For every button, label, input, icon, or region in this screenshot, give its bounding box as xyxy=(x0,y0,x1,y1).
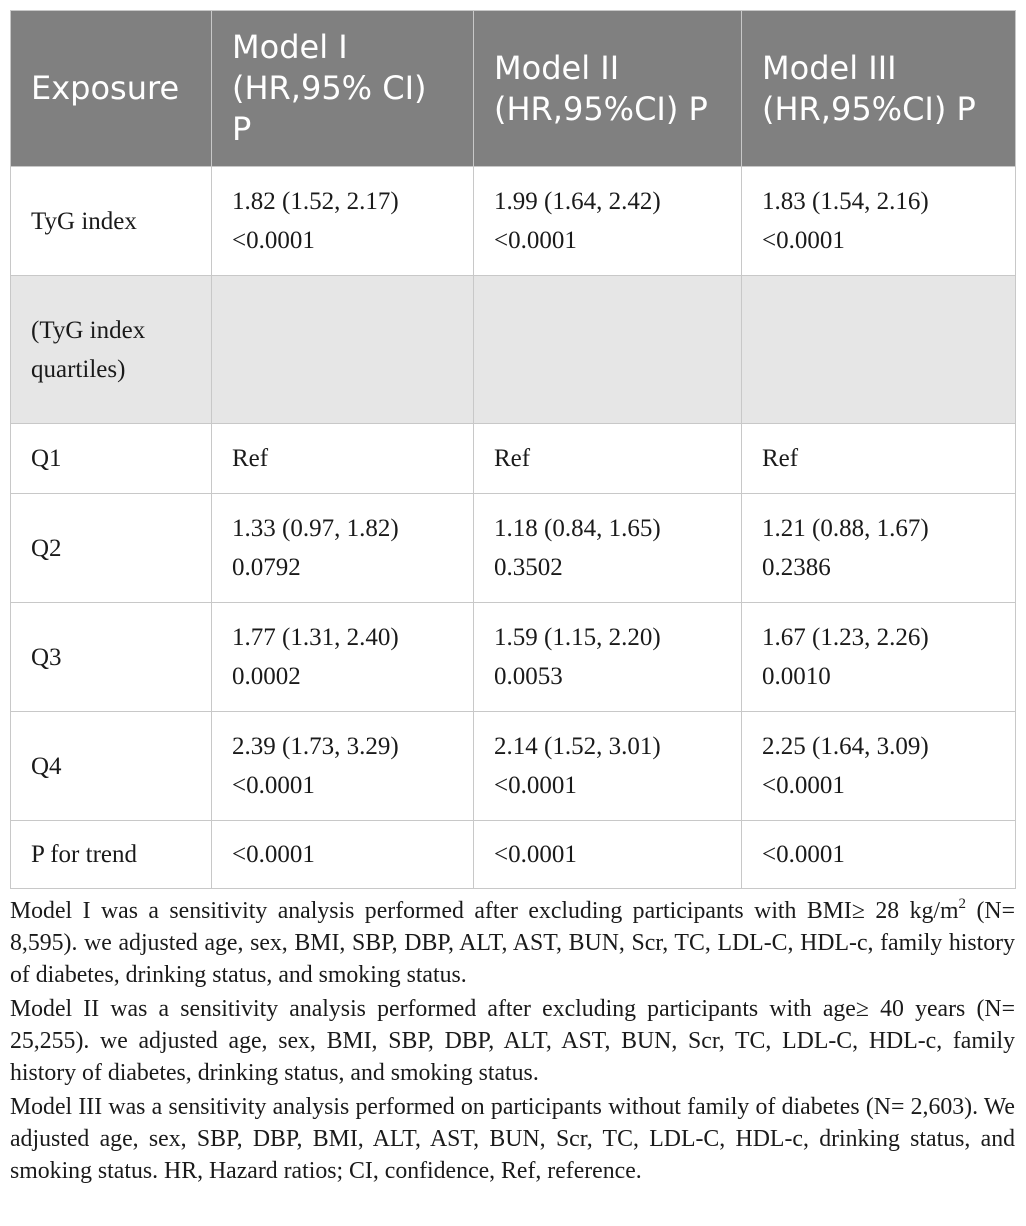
header-row xyxy=(11,11,1016,167)
cell-model-2: 2.14 (1.52, 3.01) <0.0001 xyxy=(474,712,742,821)
cell-model-1: 1.33 (0.97, 1.82) 0.0792 xyxy=(212,494,474,603)
cell-exposure: Q4 xyxy=(11,712,212,821)
table-row xyxy=(11,494,1016,603)
header-model-2: Model II (HR,95%CI) P xyxy=(474,11,742,167)
cell-model-1: 1.77 (1.31, 2.40) 0.0002 xyxy=(212,603,474,712)
table-row xyxy=(11,821,1016,889)
cell-model-3: 1.67 (1.23, 2.26) 0.0010 xyxy=(742,603,1016,712)
cell-model-3: 1.83 (1.54, 2.16) <0.0001 xyxy=(742,167,1016,276)
cell-exposure: (TyG index quartiles) xyxy=(11,276,212,424)
header-exposure: Exposure xyxy=(11,11,212,167)
cell-model-1: 1.82 (1.52, 2.17) <0.0001 xyxy=(212,167,474,276)
cell-model-2: 1.18 (0.84, 1.65) 0.3502 xyxy=(474,494,742,603)
table-row xyxy=(11,276,1016,424)
footnote-model-1-text: Model I was a sensitivity analysis performed after excluding participants with BMI≥ 28 kg/m xyxy=(10,898,959,924)
header-model-1: Model I (HR,95% CI) P xyxy=(212,11,474,167)
cell-exposure: Q1 xyxy=(11,424,212,494)
cell-model-3: 1.21 (0.88, 1.67) 0.2386 xyxy=(742,494,1016,603)
cell-model-2: 1.99 (1.64, 2.42) <0.0001 xyxy=(474,167,742,276)
header-model-3: Model III (HR,95%CI) P xyxy=(742,11,1016,167)
footnote-model-2: Model II was a sensitivity analysis performed after excluding participants with age≥ 40 years (N= 25,255). we adjusted age, sex, BMI, SBP, DBP, ALT, AST, BUN, Scr, TC, LDL-C, HDL-c, family history of diabetes, drinking status, and smoking status. xyxy=(10,996,1015,1086)
cell-model-3: 2.25 (1.64, 3.09) <0.0001 xyxy=(742,712,1016,821)
cell-exposure: TyG index xyxy=(11,167,212,276)
cell-exposure: Q2 xyxy=(11,494,212,603)
cell-model-3 xyxy=(742,276,1016,424)
document xyxy=(10,10,1015,1189)
cell-model-1 xyxy=(212,276,474,424)
cell-model-2: 1.59 (1.15, 2.20) 0.0053 xyxy=(474,603,742,712)
cell-model-3: <0.0001 xyxy=(742,821,1016,889)
table-row xyxy=(11,167,1016,276)
footnote-model-3: Model III was a sensitivity analysis performed on participants without family of diabetes (N= 2,603). We adjusted age, sex, SBP, DBP, BMI, ALT, AST, BUN, Scr, TC, LDL-C, HDL-c, drinking status, and smoking status. HR, Hazard ratios; CI, confidence, Ref, reference. xyxy=(10,1094,1015,1184)
results-table xyxy=(10,10,1016,889)
footnote-model-1-text-cont: (N= 8,595). we adjusted age, sex, BMI, SBP, DBP, ALT, AST, BUN, Scr, TC, LDL-C, HDL-c, family history of diabetes, drinking status, and smoking status. xyxy=(10,898,1015,988)
cell-model-1: <0.0001 xyxy=(212,821,474,889)
cell-model-2 xyxy=(474,276,742,424)
table-row xyxy=(11,603,1016,712)
cell-exposure: P for trend xyxy=(11,821,212,889)
footnote-model-1 xyxy=(10,895,1015,991)
cell-model-3: Ref xyxy=(742,424,1016,494)
cell-exposure: Q3 xyxy=(11,603,212,712)
cell-model-1: Ref xyxy=(212,424,474,494)
table-footnotes xyxy=(10,895,1015,1187)
cell-model-2: Ref xyxy=(474,424,742,494)
cell-model-2: <0.0001 xyxy=(474,821,742,889)
table-row xyxy=(11,712,1016,821)
superscript: 2 xyxy=(958,896,967,912)
table-row xyxy=(11,424,1016,494)
cell-model-1: 2.39 (1.73, 3.29) <0.0001 xyxy=(212,712,474,821)
